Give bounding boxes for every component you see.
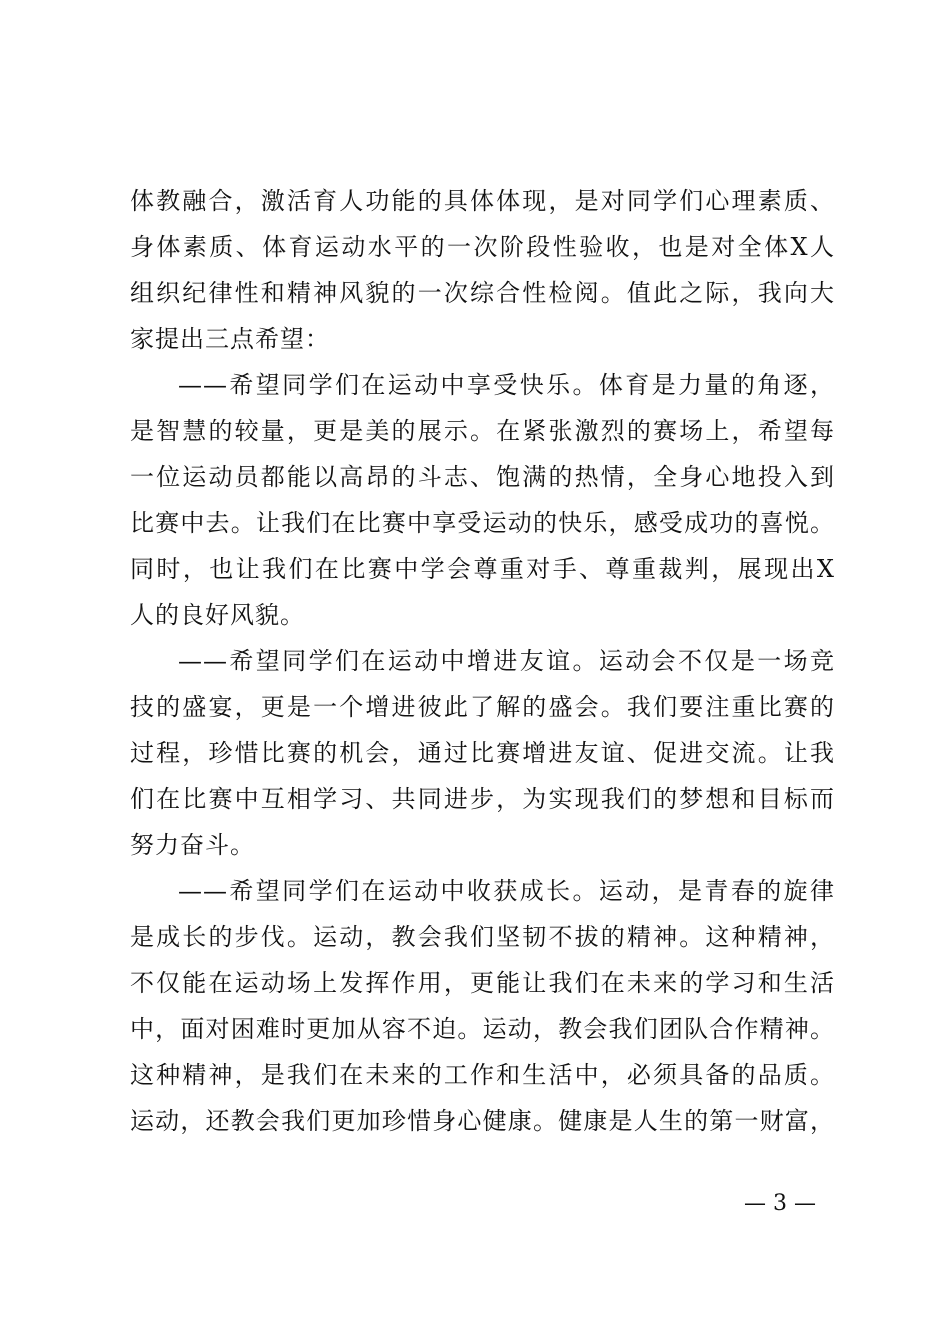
paragraph-start-line: ——希望同学们在运动中增进友谊。运动会不仅是一场竞 bbox=[178, 647, 835, 675]
page-number: — 3 — bbox=[744, 1191, 816, 1216]
text-line: 家提出三点希望： bbox=[130, 325, 330, 353]
text-line: 过程，珍惜比赛的机会，通过比赛增进友谊、促进交流。让我 bbox=[130, 739, 835, 767]
text-line: 这种精神，是我们在未来的工作和生活中，必须具备的品质。 bbox=[130, 1061, 835, 1089]
text-line: 身体素质、体育运动水平的一次阶段性验收，也是对全体X人 bbox=[130, 233, 835, 261]
paragraph-start-line: ——希望同学们在运动中收获成长。运动，是青春的旋律 bbox=[178, 877, 835, 905]
text-line: 是智慧的较量，更是美的展示。在紧张激烈的赛场上，希望每 bbox=[130, 417, 835, 445]
text-line: 体教融合，激活育人功能的具体体现，是对同学们心理素质、 bbox=[130, 187, 835, 215]
text-line: 努力奋斗。 bbox=[130, 831, 255, 859]
text-line: 组织纪律性和精神风貌的一次综合性检阅。值此之际，我向大 bbox=[130, 279, 835, 307]
text-line: 中，面对困难时更加从容不迫。运动，教会我们团队合作精神。 bbox=[130, 1015, 835, 1043]
text-line: 们在比赛中互相学习、共同进步，为实现我们的梦想和目标而 bbox=[130, 785, 835, 813]
text-line: 不仅能在运动场上发挥作用，更能让我们在未来的学习和生活 bbox=[130, 969, 835, 997]
text-line: 一位运动员都能以高昂的斗志、饱满的热情，全身心地投入到 bbox=[130, 463, 835, 491]
body-text bbox=[130, 178, 835, 1144]
text-line: 同时，也让我们在比赛中学会尊重对手、尊重裁判，展现出X bbox=[130, 555, 835, 583]
text-line: 人的良好风貌。 bbox=[130, 601, 305, 629]
text-line: 运动，还教会我们更加珍惜身心健康。健康是人生的第一财富， bbox=[130, 1107, 835, 1135]
paragraph-start-line: ——希望同学们在运动中享受快乐。体育是力量的角逐， bbox=[178, 371, 835, 399]
text-line: 技的盛宴，更是一个增进彼此了解的盛会。我们要注重比赛的 bbox=[130, 693, 835, 721]
text-line: 比赛中去。让我们在比赛中享受运动的快乐，感受成功的喜悦。 bbox=[130, 509, 835, 537]
text-line: 是成长的步伐。运动，教会我们坚韧不拔的精神。这种精神， bbox=[130, 923, 835, 951]
